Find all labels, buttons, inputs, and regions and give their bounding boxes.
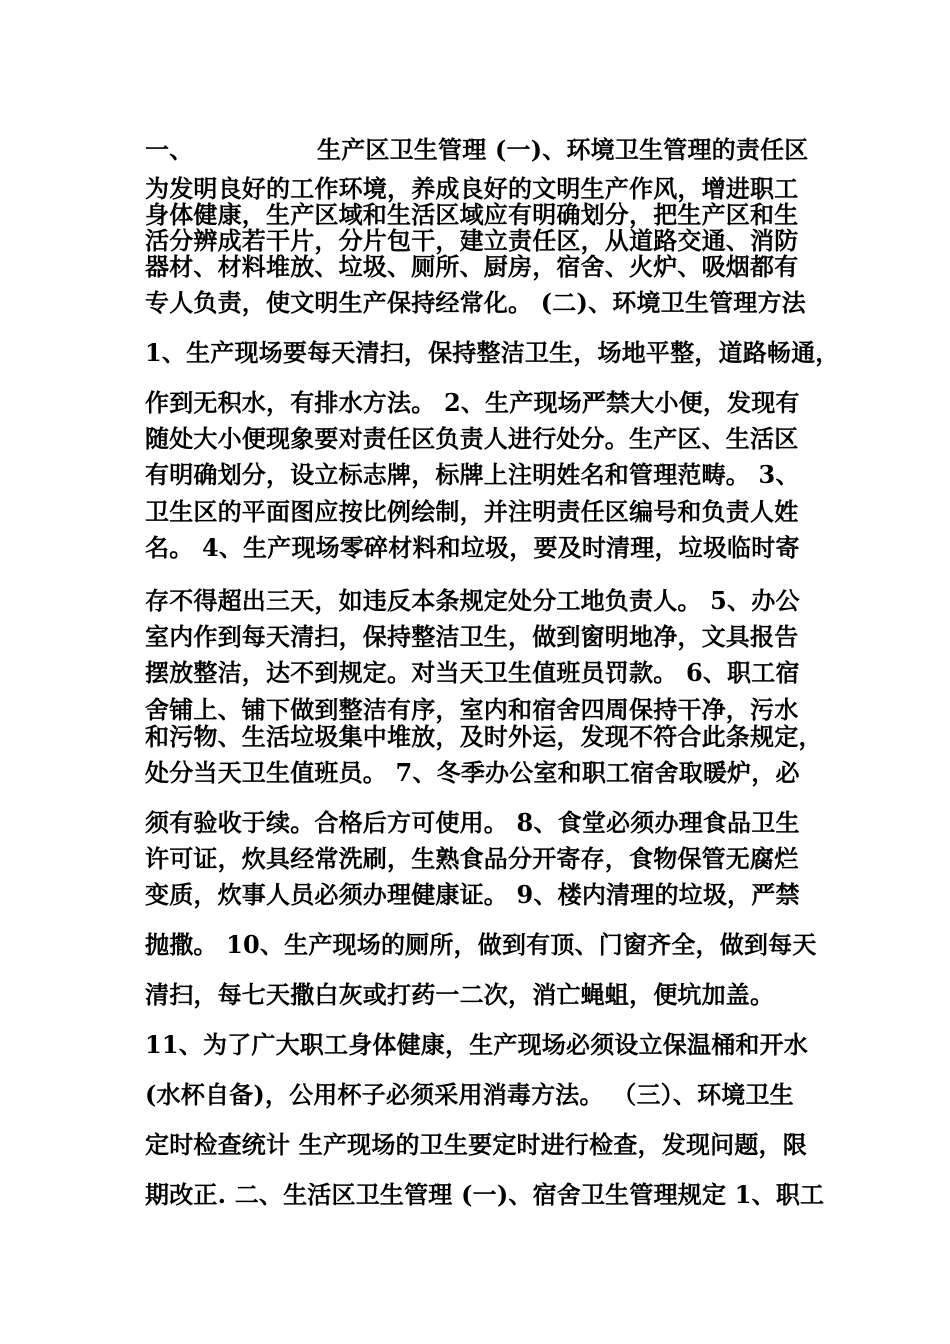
text-line-27: 期改正. 二、生活区卫生管理 (一)、宿舍卫生管理规定 1、职工 [145,1180,825,1209]
text-line-4: 活分辨成若干片，分片包干，建立责任区，从道路交通、消防 [145,226,799,255]
text-line-17: 和污物、生活垃圾集中堆放，及时外运，发现不符合此条规定， [145,722,823,751]
text-line-1 [145,136,825,164]
text-line-20: 许可证，炊具经常洗刷，生熟食品分开寄存，食物保管无腐烂 [145,844,799,873]
text-line-13: 存不得超出三天，如违反本条规定处分工地负责人。 5、办公 [145,586,800,615]
text-line-26: 定时检查统计 生产现场的卫生要定时进行检查，发现问题，限 [145,1130,807,1159]
text-line-3: 身体健康，生产区域和生活区域应有明确划分，把生产区和生 [145,200,799,229]
text-line-6: 专人负责，使文明生产保持经常化。 (二)、环境卫生管理方法 [145,288,806,317]
text-line-11: 卫生区的平面图应按比例绘制，并注明责任区编号和负责人姓 [145,497,799,526]
text-line-21: 变质，炊事人员必须办理健康证。 9、楼内清理的垃圾，严禁 [145,880,800,909]
text-line-10: 有明确划分，设立标志牌，标牌上注明姓名和管理范畴。 3、 [145,460,800,489]
text-line-8: 作到无积水，有排水方法。 2、生产现场严禁大小便，发现有 [145,388,800,417]
text-line-9: 随处大小便现象要对责任区负责人进行处分。生产区、生活区 [145,424,799,453]
text-line-2: 为发明良好的工作环境，养成良好的文明生产作风，增进职工 [145,174,799,203]
text-line-7: 1、生产现场要每天清扫，保持整洁卫生，场地平整，道路畅通， [145,338,840,367]
section-number: 一、 [145,135,194,164]
text-line-22: 抛撒。 10、生产现场的厕所，做到有顶、门窗齐全，做到每天 [145,930,817,959]
text-line-16: 舍铺上、铺下做到整洁有序，室内和宿舍四周保持干净，污水 [145,695,799,724]
text-line-18: 处分当天卫生值班员。 7、冬季办公室和职工宿舍取暖炉，必 [145,758,800,787]
text-line-5: 器材、材料堆放、垃圾、厕所、厨房，宿舍、火炉、吸烟都有 [145,252,799,281]
text-line-23: 清扫，每七天撒白灰或打药一二次，消亡蝇蛆，便坑加盖。 [145,980,775,1009]
text-line-12: 名。 4、生产现场零碎材料和垃圾，要及时清理，垃圾临时寄 [145,533,800,562]
text-line-24: 11、为了广大职工身体健康，生产现场必须设立保温桶和开水 [145,1030,808,1059]
section-heading-text: 生产区卫生管理 (一)、环境卫生管理的责任区 [317,135,809,164]
text-line-19: 须有验收于续。合格后方可使用。 8、食堂必须办理食品卫生 [145,808,800,837]
text-line-15: 摆放整洁，达不到规定。对当天卫生值班员罚款。 6、职工宿 [145,658,800,687]
text-line-14: 室内作到每天清扫，保持整洁卫生，做到窗明地净，文具报告 [145,622,799,651]
text-line-25: (水杯自备)，公用杯子必须采用消毒方法。 （三）、环境卫生 [145,1080,794,1109]
